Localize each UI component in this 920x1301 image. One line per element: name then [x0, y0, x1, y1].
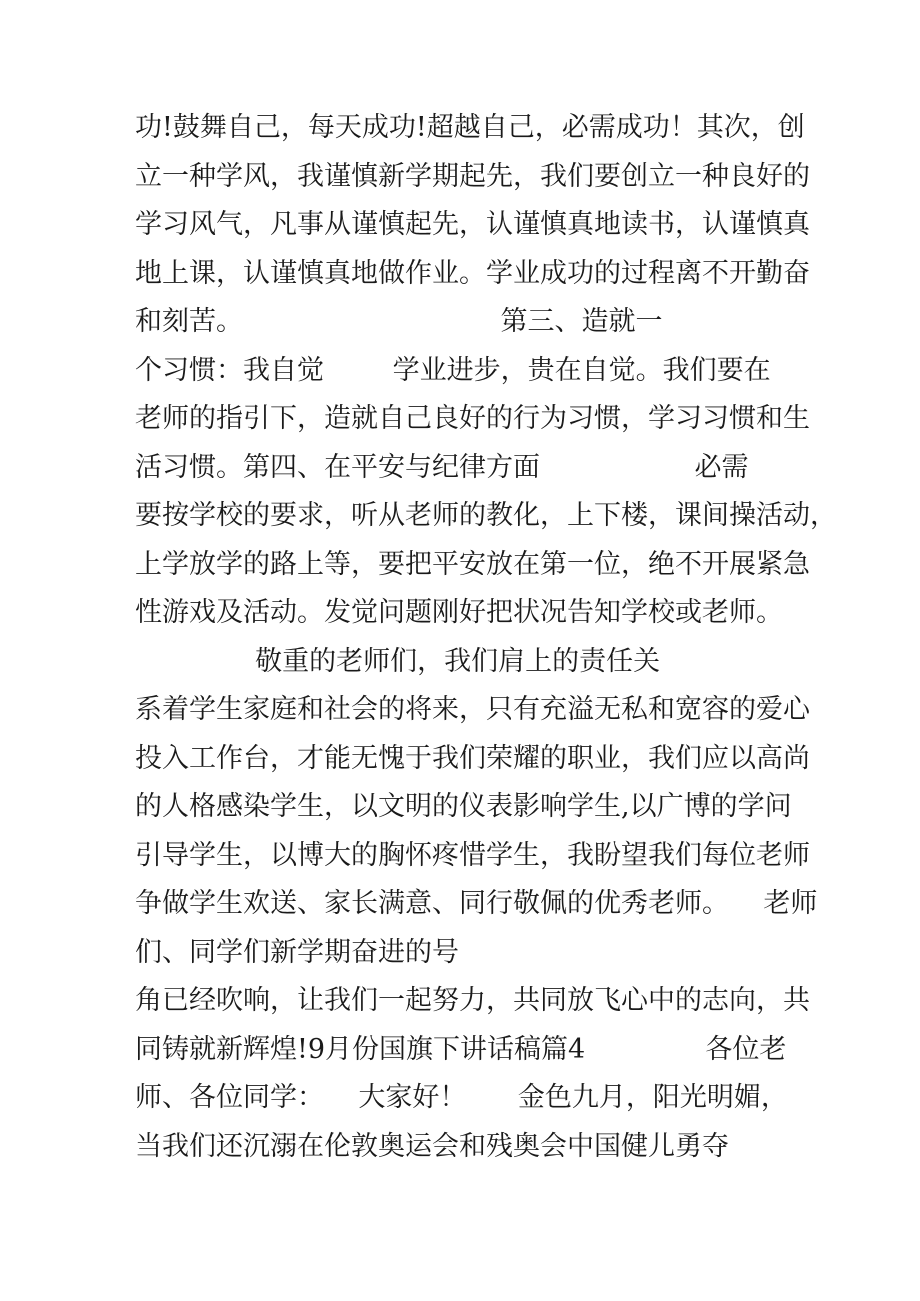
text-line: 投入工作台，才能无愧于我们荣耀的职业，我们应以高尚 [135, 743, 810, 774]
text-line: 地上课，认谨慎真地做作业。学业成功的过程离不开勤奋 [135, 258, 810, 289]
text-line: 要按学校的要求，听从老师的教化，上下楼，课间操活动， [135, 500, 837, 531]
text-line: 学习风气，凡事从谨慎起先，认谨慎真地读书，认谨慎真 [135, 209, 810, 240]
text-line: 老师的指引下，造就自己良好的行为习惯，学习习惯和生 [135, 403, 810, 434]
text-line: 功!鼓舞自己，每天成功!超越自己，必需成功！其次，创 [135, 112, 805, 143]
text-line: 性游戏及活动。发觉问题刚好把状况告知学校或老师。 [135, 597, 783, 628]
text-line: 当我们还沉溺在伦敦奥运会和残奥会中国健儿勇夺 [135, 1131, 729, 1162]
text-line: 敬重的老师们，我们肩上的责任关 [135, 646, 661, 677]
text-line: 师、各位同学： 大家好！ 金色九月，阳光明媚， [135, 1082, 788, 1113]
text-line: 立一种学风，我谨慎新学期起先，我们要创立一种良好的 [135, 161, 810, 192]
text-line: 系着学生家庭和社会的将来，只有充溢无私和宽容的爱心 [135, 694, 810, 725]
text-line: 角已经吹响，让我们一起努力，共同放飞心中的志向，共 [135, 985, 810, 1016]
text-line: 的人格感染学生，以文明的仪表影响学生,以广博的学问 [135, 791, 792, 822]
text-line: 争做学生欢送、家长满意、同行敬佩的优秀老师。 老师 [135, 888, 818, 919]
text-line: 引导学生，以博大的胸怀疼惜学生，我盼望我们每位老师 [135, 840, 810, 871]
text-line: 们、同学们新学期奋进的号 [135, 937, 459, 968]
text-line: 和刻苦。 第三、造就一 [135, 306, 663, 337]
text-line: 个习惯：我自觉 学业进步，贵在自觉。我们要在 [135, 355, 771, 386]
text-line: 同铸就新辉煌!9月份国旗下讲话稿篇4 各位老 [135, 1034, 787, 1065]
text-line: 上学放学的路上等，要把平安放在第一位，绝不开展紧急 [135, 549, 810, 580]
text-line: 活习惯。第四、在平安与纪律方面 必需 [135, 452, 749, 483]
